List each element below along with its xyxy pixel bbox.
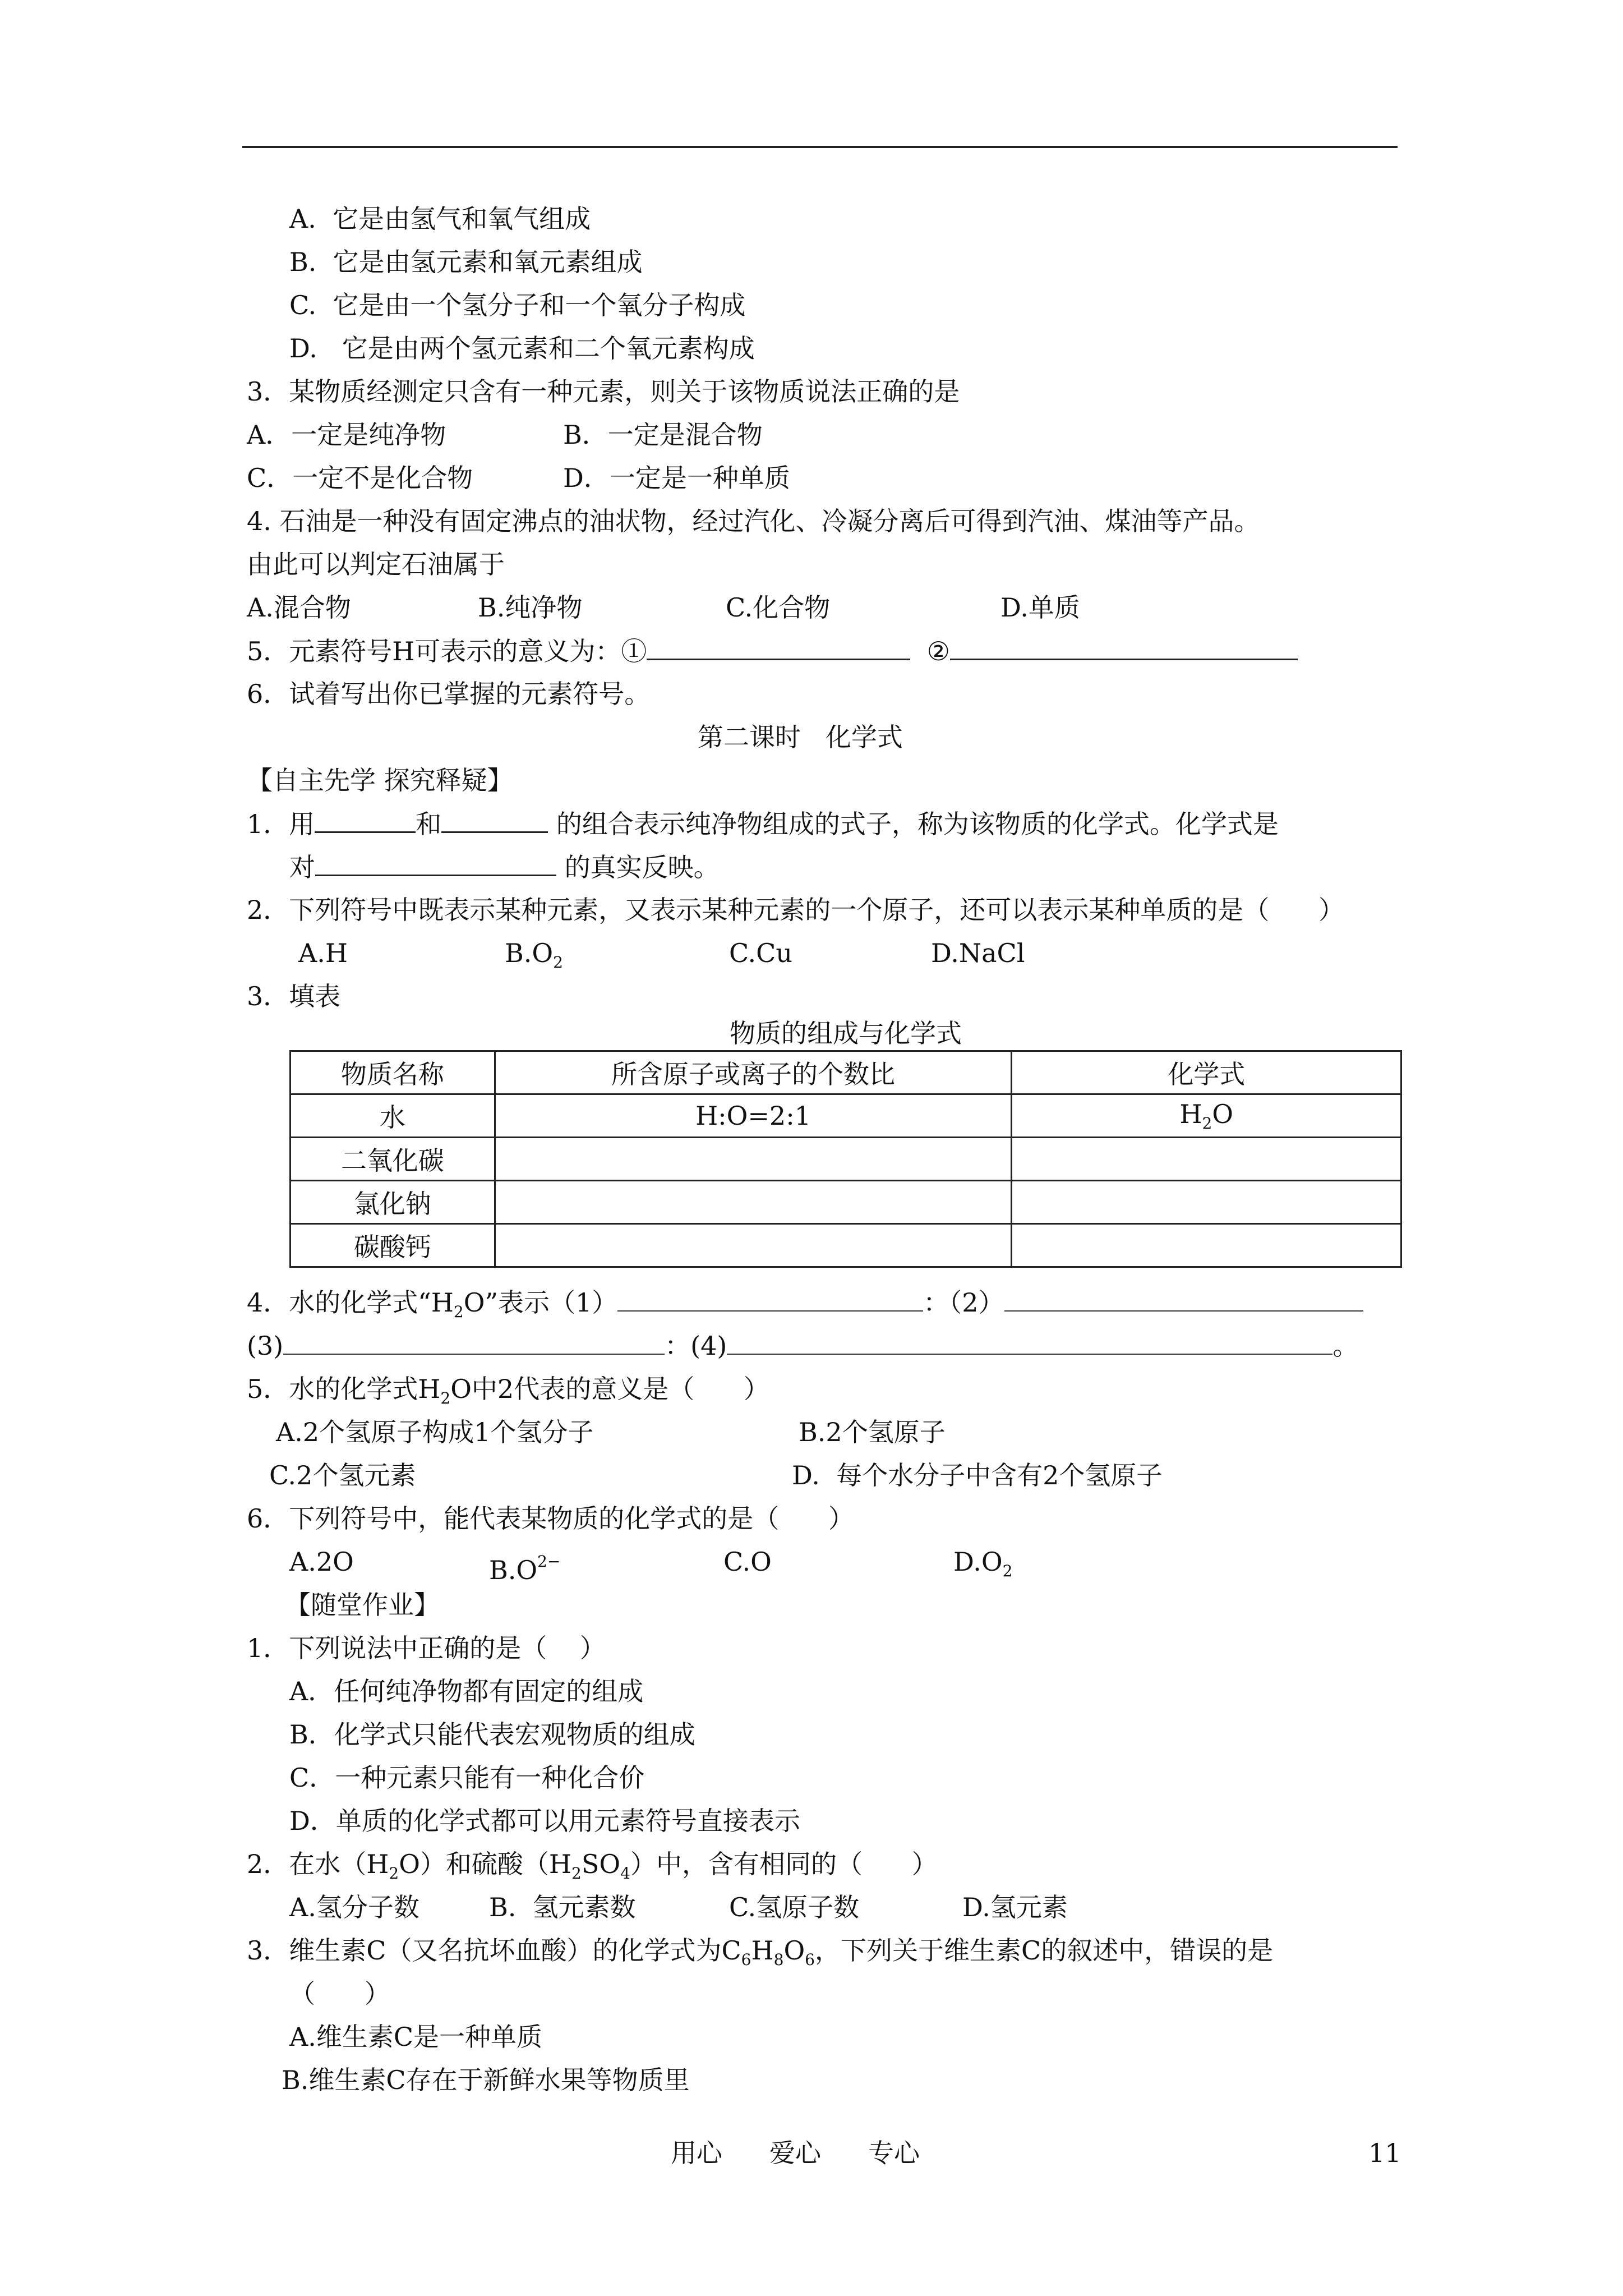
q3-stem: 3．某物质经测定只含有一种元素，则关于该物质说法正确的是 <box>247 376 960 407</box>
l2-item4-blank-3[interactable] <box>283 1331 665 1355</box>
l2-item2-option-c: C.Cu <box>729 938 793 968</box>
l2-item4-sub: 2 <box>453 1303 464 1321</box>
q4-stem-line2: 由此可以判定石油属于 <box>247 549 505 579</box>
table-header-ratio: 所含原子或离子的个数比 <box>495 1051 1012 1094</box>
l2-item1-text-a: 1．用 <box>247 809 315 839</box>
lesson-title: 第二课时 化学式 <box>698 722 903 752</box>
table-header-row <box>291 1051 1401 1094</box>
q4-option-d: D.单质 <box>1000 592 1080 623</box>
l2-item1-text-b: 和 <box>416 809 442 839</box>
hw-q2-text: ）中，含有相同的（ ） <box>630 1849 938 1879</box>
hw-q2-option-d: D.氢元素 <box>962 1892 1068 1922</box>
hw-q3-text: H <box>751 1935 774 1966</box>
table-row <box>291 1181 1401 1224</box>
q4-stem-line1: 4. 石油是一种没有固定沸点的油状物，经过汽化、冷凝分离后可得到汽油、煤油等产品。 <box>247 506 1260 536</box>
formula-sub: 2 <box>1202 1114 1212 1133</box>
l2-item6-option-a: A.2O <box>289 1547 354 1577</box>
l2-item6-option-b-text: B.O <box>489 1555 538 1585</box>
l2-item5-text-a: 5．水的化学式H <box>247 1374 441 1404</box>
hw-q1-option-b: B．化学式只能代表宏观物质的组成 <box>289 1719 695 1750</box>
l2-item6-option-b <box>489 1545 560 1587</box>
table-cell-ratio[interactable] <box>495 1224 1012 1267</box>
table-cell-name: 氯化钠 <box>291 1181 495 1224</box>
header-rule <box>242 146 1398 148</box>
l2-item6-option-d-sub: 2 <box>1002 1562 1013 1580</box>
l2-item4-text-e: ：(4) <box>665 1331 727 1361</box>
composition-table <box>289 1050 1402 1268</box>
section-homework: 【随堂作业】 <box>285 1590 440 1620</box>
l2-item4-line1 <box>247 1286 1363 1329</box>
l2-item5-option-c: C.2个氢元素 <box>269 1460 416 1490</box>
formula-part: H <box>1179 1099 1202 1129</box>
l2-item1-blank-2[interactable] <box>441 807 548 833</box>
hw-q2-option-a: A.氢分子数 <box>289 1892 419 1922</box>
table-cell-name: 碳酸钙 <box>291 1224 495 1267</box>
l2-item4-blank-2[interactable] <box>1004 1288 1363 1312</box>
l2-item6-stem: 6．下列符号中，能代表某物质的化学式的是（ ） <box>247 1503 854 1534</box>
l2-item5-sub: 2 <box>440 1389 451 1407</box>
table-title: 物质的组成与化学式 <box>730 1018 962 1048</box>
l2-item4-text-f: 。 <box>1332 1331 1359 1361</box>
q5-blank-2[interactable] <box>950 634 1298 660</box>
hw-q2-option-b: B. 氢元素数 <box>489 1892 636 1922</box>
footer-slogan-1: 用心 <box>671 2138 722 2168</box>
l2-item4-text-c: ：（2） <box>923 1287 1004 1318</box>
hw-q3-stem <box>247 1934 1273 1977</box>
l2-item6-option-d <box>953 1545 1012 1588</box>
page-number: 11 <box>1368 2138 1401 2168</box>
l2-item1-text-d: 对 <box>289 852 315 882</box>
q4-option-b: B.纯净物 <box>478 592 583 623</box>
q5-stem: 5．元素符号H可表示的意义为：① <box>247 636 647 666</box>
q3-option-c: C．一定不是化合物 <box>247 463 473 493</box>
hw-q3-paren: （ ） <box>289 1978 390 2009</box>
table-row <box>291 1224 1401 1267</box>
q4-option-c: C.化合物 <box>726 592 831 623</box>
hw-q2-text: 2．在水（H <box>247 1849 389 1879</box>
formula-part: O <box>1212 1099 1234 1129</box>
l2-item4-text-d: (3) <box>247 1331 284 1361</box>
l2-item4-blank-4[interactable] <box>727 1331 1332 1355</box>
table-cell-formula[interactable] <box>1012 1181 1401 1224</box>
q5-mark-2: ② <box>926 636 950 666</box>
l2-item2-option-b <box>505 936 563 979</box>
l2-item1-text-e: 的真实反映。 <box>556 852 720 882</box>
q1-option-c: C. 它是由一个氢分子和一个氧分子构成 <box>289 290 746 320</box>
table-cell-formula[interactable] <box>1012 1138 1401 1181</box>
l2-item2-option-b-text: B.O <box>505 938 554 968</box>
table-cell-name: 水 <box>291 1094 495 1138</box>
l2-item2-option-d: D.NaCl <box>931 938 1025 968</box>
l2-item6-option-d-text: D.O <box>953 1547 1003 1577</box>
l2-item5-text-b: O中2代表的意义是（ ） <box>450 1374 769 1404</box>
hw-q3-text: ，下列关于维生素C的叙述中，错误的是 <box>815 1935 1274 1966</box>
q5-line <box>247 634 1298 668</box>
q5-blank-1[interactable] <box>647 634 910 660</box>
l2-item6-option-b-sup: 2− <box>537 1552 561 1571</box>
l2-item1-blank-1[interactable] <box>315 807 416 833</box>
hw-q2-sub: 4 <box>620 1864 630 1883</box>
l2-item5-option-a: A.2个氢原子构成1个氢分子 <box>276 1417 594 1447</box>
l2-item1-blank-3[interactable] <box>315 850 556 876</box>
hw-q3-option-b: B.维生素C存在于新鲜水果等物质里 <box>282 2065 690 2095</box>
l2-item5-stem <box>247 1372 769 1415</box>
footer-slogan-2: 爱心 <box>769 2138 821 2168</box>
hw-q1-option-c: C．一种元素只能有一种化合价 <box>289 1763 645 1793</box>
q3-option-a: A．一定是纯净物 <box>247 420 446 450</box>
table-row <box>291 1094 1401 1138</box>
hw-q2-text: SO <box>581 1849 621 1879</box>
hw-q1-option-a: A．任何纯净物都有固定的组成 <box>289 1676 644 1706</box>
l2-item1-line2 <box>289 850 720 884</box>
q1-option-d: D. 它是由两个氢元素和二个氧元素构成 <box>289 333 755 364</box>
table-cell-ratio[interactable] <box>495 1181 1012 1224</box>
hw-q2-option-c: C.氢原子数 <box>729 1892 860 1922</box>
table-cell-ratio: H:O=2:1 <box>495 1094 1012 1138</box>
l2-item2-stem: 2．下列符号中既表示某种元素，又表示某种元素的一个原子，还可以表示某种单质的是（ ） <box>247 895 1344 925</box>
q1-option-b: B. 它是由氢元素和氧元素组成 <box>289 247 643 277</box>
table-cell-formula <box>1012 1094 1401 1138</box>
l2-item5-option-b: B.2个氢原子 <box>799 1417 946 1447</box>
l2-item4-text-b: O”表示（1） <box>463 1287 618 1318</box>
hw-q3-option-a: A.维生素C是一种单质 <box>289 2022 543 2052</box>
footer-slogan-3: 专心 <box>868 2138 920 2168</box>
table-row <box>291 1138 1401 1181</box>
l2-item1-line1 <box>247 807 1279 841</box>
table-cell-formula[interactable] <box>1012 1224 1401 1267</box>
section-self-study: 【自主先学 探究释疑】 <box>247 765 513 795</box>
hw-q1-stem: 1．下列说法中正确的是（ ） <box>247 1633 606 1663</box>
table-cell-ratio[interactable] <box>495 1138 1012 1181</box>
q3-option-d: D．一定是一种单质 <box>563 463 790 493</box>
q3-option-b: B．一定是混合物 <box>563 420 763 450</box>
q1-option-a: A. 它是由氢气和氧气组成 <box>289 204 591 234</box>
table-cell-name: 二氧化碳 <box>291 1138 495 1181</box>
hw-q3-sub: 8 <box>773 1950 784 1969</box>
hw-q3-sub: 6 <box>805 1950 815 1969</box>
hw-q2-sub: 2 <box>389 1864 399 1883</box>
hw-q2-sub: 2 <box>571 1864 582 1883</box>
l2-item4-text-a: 4．水的化学式“H <box>247 1287 454 1318</box>
q4-option-a: A.混合物 <box>247 592 351 623</box>
l2-item3-stem: 3．填表 <box>247 981 341 1011</box>
hw-q3-sub: 6 <box>741 1950 751 1969</box>
l2-item4-blank-1[interactable] <box>617 1288 923 1312</box>
hw-q1-option-d: D．单质的化学式都可以用元素符号直接表示 <box>289 1806 800 1836</box>
hw-q3-text: 3．维生素C（又名抗坏血酸）的化学式为C <box>247 1935 741 1966</box>
l2-item4-line2 <box>247 1329 1358 1363</box>
table-header-name: 物质名称 <box>291 1051 495 1094</box>
l2-item1-text-c: 的组合表示纯净物组成的式子，称为该物质的化学式。化学式是 <box>548 809 1279 839</box>
l2-item5-option-d: D. 每个水分子中含有2个氢原子 <box>792 1460 1163 1490</box>
l2-item2-option-a: A.H <box>298 938 348 968</box>
l2-item6-option-c: C.O <box>723 1547 772 1577</box>
table-header-formula: 化学式 <box>1012 1051 1401 1094</box>
q6-stem: 6．试着写出你已掌握的元素符号。 <box>247 679 651 709</box>
hw-q2-text: O）和硫酸（H <box>399 1849 572 1879</box>
hw-q2-stem <box>247 1847 938 1890</box>
hw-q3-text: O <box>783 1935 805 1966</box>
l2-item2-option-b-sub: 2 <box>553 953 563 972</box>
